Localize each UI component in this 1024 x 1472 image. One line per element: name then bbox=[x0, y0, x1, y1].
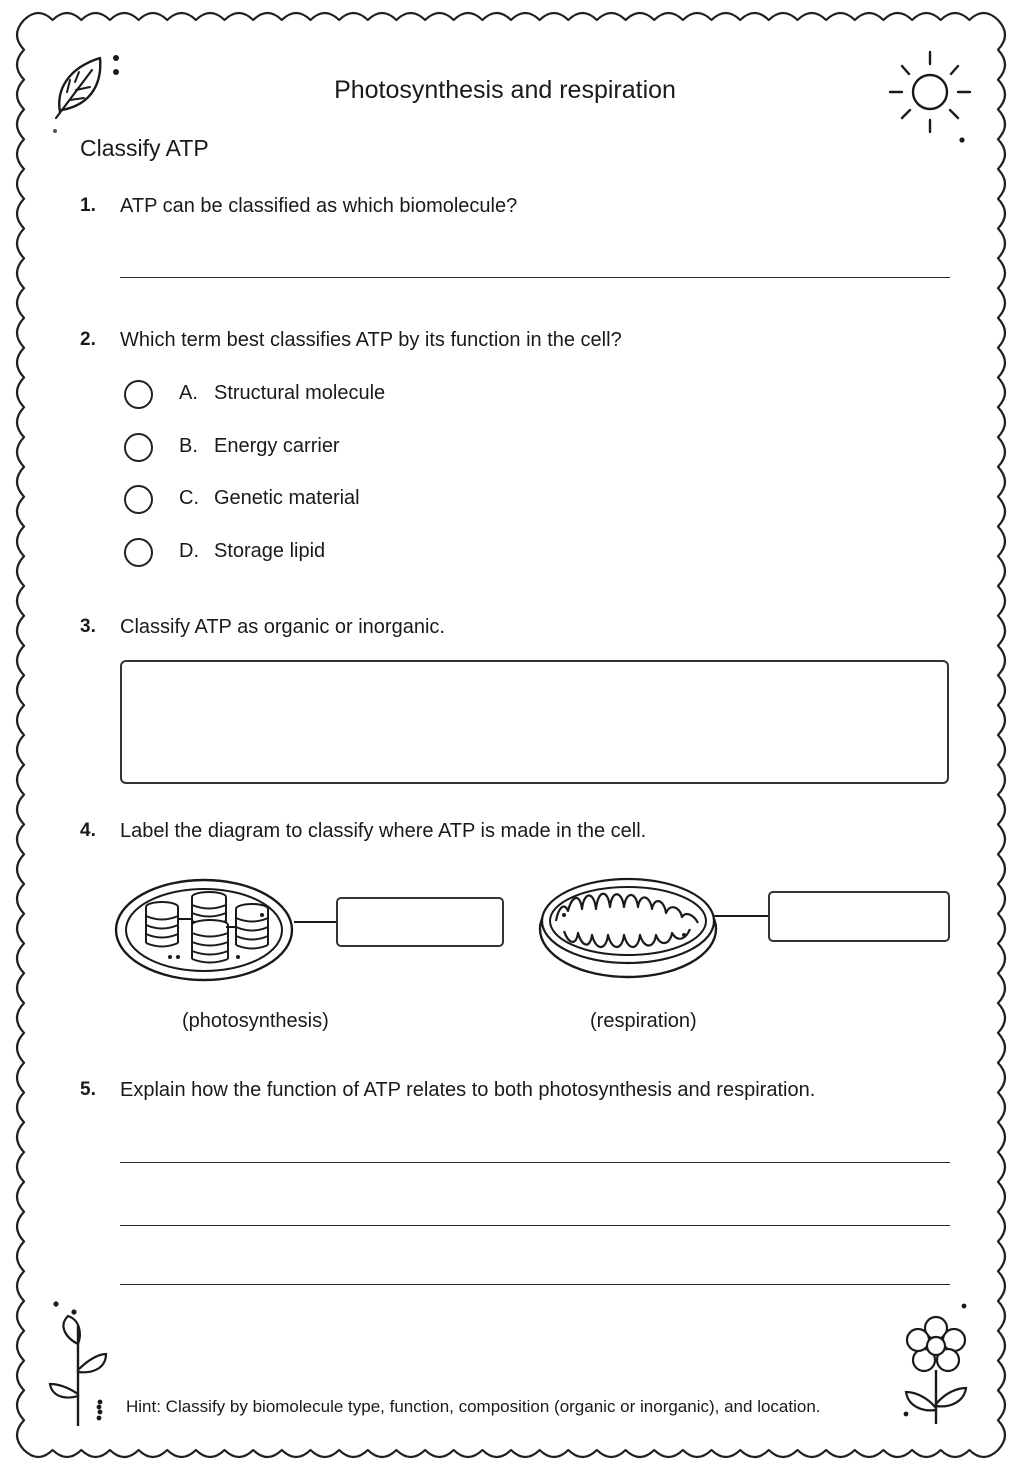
dot-decoration bbox=[50, 126, 60, 136]
radio-button[interactable] bbox=[124, 538, 153, 567]
option-a[interactable] bbox=[124, 380, 544, 414]
question-number: 3. bbox=[80, 616, 96, 637]
label-box-chloroplast[interactable] bbox=[336, 897, 504, 947]
question-3 bbox=[0, 616, 1000, 646]
question-text: ATP can be classified as which biomolecule? bbox=[120, 195, 518, 217]
page-title: Photosynthesis and respiration bbox=[334, 76, 676, 104]
question-text: Explain how the function of ATP relates to both photosynthesis and respiration. bbox=[120, 1079, 816, 1101]
label-box-mitochondrion[interactable] bbox=[768, 891, 950, 942]
question-number: 1. bbox=[80, 195, 96, 216]
question-4 bbox=[0, 820, 1000, 850]
answer-line-q5-3[interactable] bbox=[120, 1284, 950, 1285]
question-text: Label the diagram to classify where ATP is made in the cell. bbox=[120, 820, 647, 842]
option-text: Genetic material bbox=[214, 487, 360, 509]
question-number: 2. bbox=[80, 329, 96, 350]
dots-decoration bbox=[94, 1402, 104, 1426]
question-number: 5. bbox=[80, 1079, 96, 1100]
chloroplast-icon bbox=[112, 875, 352, 985]
option-letter: A. bbox=[179, 382, 198, 404]
option-text: Energy carrier bbox=[214, 435, 340, 457]
question-text: Which term best classifies ATP by its function in the cell? bbox=[120, 329, 622, 351]
answer-line-q1[interactable] bbox=[120, 277, 950, 278]
option-d[interactable] bbox=[124, 538, 544, 572]
option-text: Structural molecule bbox=[214, 382, 386, 404]
option-letter: D. bbox=[179, 540, 199, 562]
answer-line-q5-2[interactable] bbox=[120, 1225, 950, 1226]
radio-button[interactable] bbox=[124, 485, 153, 514]
question-number: 4. bbox=[80, 820, 96, 841]
option-c[interactable] bbox=[124, 485, 544, 519]
option-letter: C. bbox=[179, 487, 199, 509]
caption-photosynthesis: (photosynthesis) bbox=[182, 1010, 329, 1032]
question-text: Classify ATP as organic or inorganic. bbox=[120, 616, 445, 638]
answer-line-q5-1[interactable] bbox=[120, 1162, 950, 1163]
radio-button[interactable] bbox=[124, 433, 153, 462]
section-subtitle: Classify ATP bbox=[80, 135, 209, 161]
question-2 bbox=[0, 329, 1000, 359]
option-letter: B. bbox=[179, 435, 198, 457]
question-1 bbox=[0, 195, 1000, 225]
flower-icon bbox=[892, 1300, 982, 1430]
radio-button[interactable] bbox=[124, 380, 153, 409]
question-5 bbox=[0, 1079, 1000, 1109]
hint-text: Hint: Classify by biomolecule type, function, composition (organic or inorganic), and location. bbox=[126, 1397, 821, 1416]
caption-respiration: (respiration) bbox=[590, 1010, 697, 1032]
answer-box-q3[interactable] bbox=[120, 660, 949, 784]
mitochondrion-icon bbox=[534, 865, 774, 985]
option-b[interactable] bbox=[124, 433, 544, 467]
option-text: Storage lipid bbox=[214, 540, 326, 562]
